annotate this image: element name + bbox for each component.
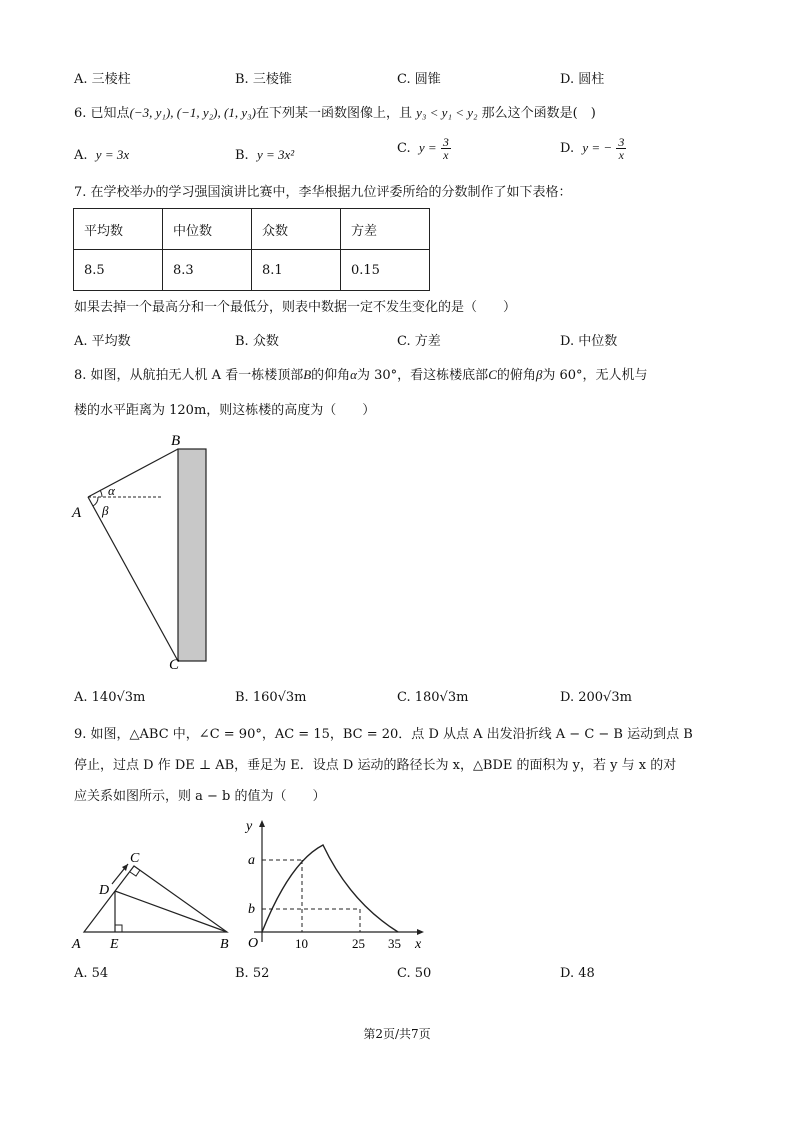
label-b: B: [220, 937, 229, 952]
q6-points: (−3, y₁), (−1, y₂), (1, y₃): [129, 105, 256, 120]
label-a: a: [248, 853, 255, 868]
x-axis-arrow: [417, 929, 424, 935]
right-angle-c: [130, 870, 140, 876]
q5-option-c: C. 圆锥: [397, 72, 441, 87]
q6-option-d-fraction: $\frac{3}{x}$: [618, 135, 625, 162]
table-header-cell: 众数: [252, 209, 341, 250]
q6-stem: [74, 104, 596, 123]
q6-option-c-label: C.: [397, 141, 411, 156]
table-row: [74, 209, 430, 250]
q6-stem-middle: 在下列某一函数图像上，且: [255, 106, 412, 121]
q7-stem: 7. 在学校举办的学习强国演讲比赛中，李华根据九位评委所给的分数制作了如下表格：: [74, 185, 572, 200]
q6-option-b: [235, 147, 294, 163]
q9-option-a: A. 54: [74, 966, 109, 981]
q5-option-d: D. 圆柱: [560, 72, 605, 87]
angle-alpha-arc: [100, 490, 102, 497]
q6-option-d: [560, 136, 626, 161]
table-header-cell: 方差: [341, 209, 430, 250]
q6-number: 6.: [74, 106, 87, 121]
q9-stem-line3: 应关系如图所示，则 a − b 的值为（ ）: [74, 789, 326, 804]
q8-option-a: A. 140√3m: [74, 690, 146, 705]
label-a: A: [72, 505, 82, 521]
q6-option-a: [74, 147, 129, 163]
q6-stem-suffix: 那么这个函数是( ): [481, 106, 596, 121]
label-a: A: [72, 937, 81, 952]
q6-option-c-lhs: y =: [418, 140, 437, 155]
tick-35: 35: [388, 936, 401, 951]
building: [178, 449, 206, 661]
tick-10: 10: [295, 936, 308, 951]
label-x: x: [415, 937, 422, 952]
q5-option-b: B. 三棱锥: [235, 72, 292, 87]
table-header-cell: 平均数: [74, 209, 163, 250]
q9-triangle-figure: [70, 848, 240, 953]
q7-option-b: B. 众数: [235, 334, 279, 349]
q6-option-d-lhs: y = −: [582, 140, 613, 155]
q7-option-d: D. 中位数: [560, 334, 618, 349]
q9-option-c: C. 50: [397, 966, 432, 981]
q8-stem-line2: 楼的水平距离为 120m，则这栋楼的高度为（ ）: [74, 403, 376, 418]
segment-db: [115, 891, 227, 932]
q5-option-a: A. 三棱柱: [74, 72, 131, 87]
q7-option-a: A. 平均数: [74, 334, 131, 349]
label-b: b: [248, 902, 255, 917]
line-ab: [88, 449, 178, 497]
label-y: y: [246, 819, 253, 834]
label-e: E: [110, 937, 119, 952]
label-c: C: [130, 851, 140, 866]
page-footer: 第2页/共7页: [363, 1027, 431, 1041]
label-alpha: α: [108, 483, 115, 498]
q9-graph: [240, 812, 430, 957]
q7-score-table: [73, 208, 430, 291]
table-cell: 8.3: [163, 250, 252, 291]
q6-option-c-fraction: $\frac{3}{x}$: [442, 135, 449, 162]
line-ac: [88, 497, 178, 661]
label-beta: β: [102, 503, 109, 518]
triangle-abc: [84, 866, 227, 932]
table-cell: 8.1: [252, 250, 341, 291]
q6-option-d-label: D.: [560, 141, 575, 156]
q6-option-a-label: A.: [74, 148, 88, 163]
label-c: C: [169, 657, 180, 673]
curve: [262, 845, 398, 932]
label-b: B: [171, 433, 181, 449]
q6-option-b-expr: y = 3x²: [256, 147, 295, 162]
q8-option-d: D. 200√3m: [560, 690, 632, 705]
q6-option-a-expr: y = 3x: [95, 147, 130, 162]
q7-option-c: C. 方差: [397, 334, 441, 349]
q9-option-b: B. 52: [235, 966, 270, 981]
q8-option-b: B. 160√3m: [235, 690, 307, 705]
q9-stem-line1: 9. 如图，△ABC 中，∠C = 90°，AC = 15，BC = 20．点 D 从点 A 出发沿折线 A − C − B 运动到点 B: [74, 727, 693, 742]
q6-option-b-label: B.: [235, 148, 249, 163]
q7-question: 如果去掉一个最高分和一个最低分，则表中数据一定不发生变化的是（ ）: [74, 300, 517, 315]
q6-stem-prefix: 已知点: [90, 106, 130, 121]
q8-figure: [60, 425, 230, 675]
tick-25: 25: [352, 936, 365, 951]
q8-option-c: C. 180√3m: [397, 690, 469, 705]
table-header-cell: 中位数: [163, 209, 252, 250]
q6-option-c: [397, 136, 451, 161]
label-d: D: [99, 883, 110, 898]
q9-option-d: D. 48: [560, 966, 595, 981]
table-cell: 0.15: [341, 250, 430, 291]
q6-inequality: y₃ < y₁ < y₂: [416, 105, 478, 120]
q9-stem-line2: 停止，过点 D 作 DE ⊥ AB，垂足为 E．设点 D 运动的路径长为 x，△BDE 的面积为 y，若 y 与 x 的对: [74, 758, 677, 773]
q8-stem-line1: 8. 如图，从航拍无人机 A 看一栋楼顶部B的仰角α为 30°，看这栋楼底部C的俯角β为 60°，无人机与: [74, 367, 648, 383]
y-axis-arrow: [259, 820, 265, 827]
right-angle-e: [115, 925, 122, 932]
label-o: O: [248, 936, 259, 951]
angle-beta-arc: [93, 497, 98, 506]
table-row: [74, 250, 430, 291]
table-cell: 8.5: [74, 250, 163, 291]
